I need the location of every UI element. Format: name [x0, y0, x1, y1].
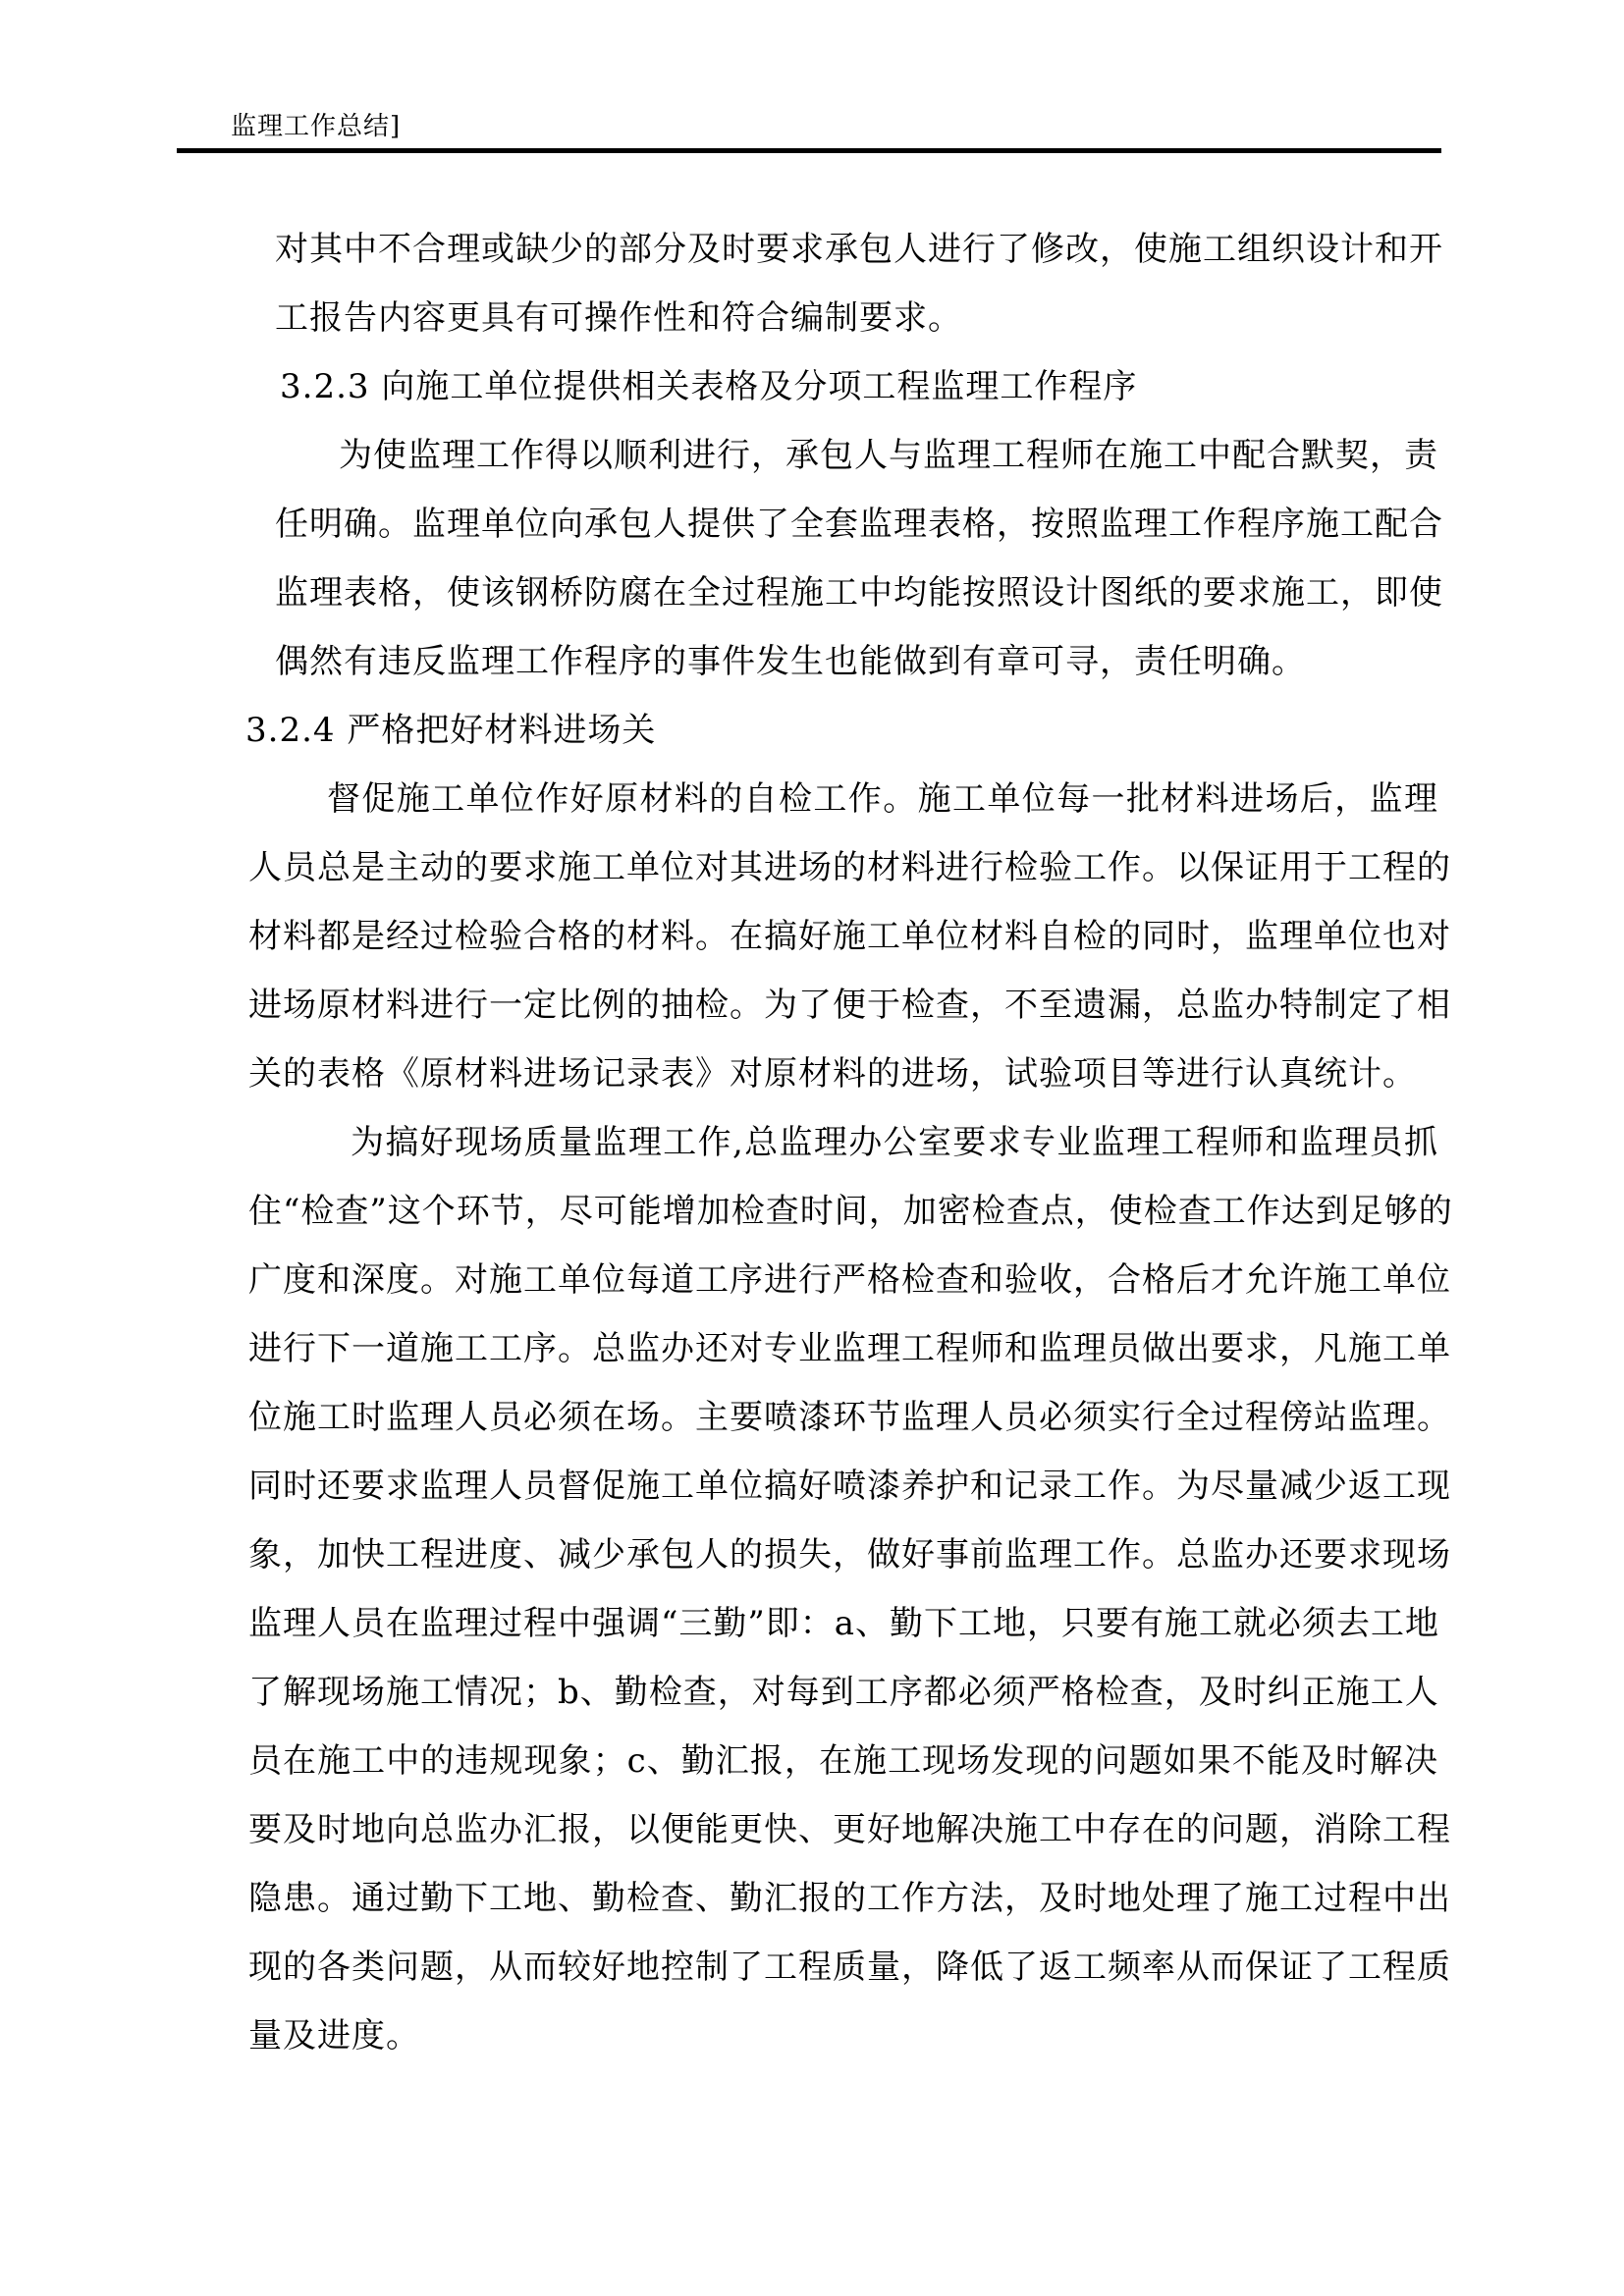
text-line: 进行下一道施工工序。总监办还对专业监理工程师和监理员做出要求，凡施工单: [248, 1329, 1451, 1368]
text-line: 监理表格，使该钢桥防腐在全过程施工中均能按照设计图纸的要求施工，即使: [275, 573, 1443, 613]
section-heading: 3.2.3 向施工单位提供相关表格及分项工程监理工作程序: [280, 367, 1138, 406]
text-line: 工报告内容更具有可操作性和符合编制要求。: [275, 298, 962, 338]
header-divider-rule: [177, 148, 1441, 153]
page-header-title: 监理工作总结]: [231, 112, 402, 141]
text-line: 广度和深度。对施工单位每道工序进行严格检查和验收，合格后才允许施工单位: [248, 1260, 1451, 1300]
text-line: 任明确。监理单位向承包人提供了全套监理表格，按照监理工作程序施工配合: [275, 505, 1443, 544]
section-heading: 3.2.4 严格把好材料进场关: [245, 711, 657, 750]
text-line: 隐患。通过勤下工地、勤检查、勤汇报的工作方法，及时地处理了施工过程中出: [248, 1879, 1451, 1918]
text-line: 监理人员在监理过程中强调“三勤”即：a、勤下工地，只要有施工就必须去工地: [248, 1604, 1440, 1643]
text-line: 象，加快工程进度、减少承包人的损失，做好事前监理工作。总监办还要求现场: [248, 1535, 1451, 1575]
text-line: 人员总是主动的要求施工单位对其进场的材料进行检验工作。以保证用于工程的: [248, 848, 1451, 887]
text-line: 要及时地向总监办汇报，以便能更快、更好地解决施工中存在的问题，消除工程: [248, 1810, 1451, 1849]
text-line: 量及进度。: [248, 2016, 420, 2056]
text-line: 现的各类问题，从而较好地控制了工程质量，降低了返工频率从而保证了工程质: [248, 1948, 1451, 1987]
text-line: 材料都是经过检验合格的材料。在搞好施工单位材料自检的同时，监理单位也对: [248, 917, 1451, 956]
text-line: 位施工时监理人员必须在场。主要喷漆环节监理人员必须实行全过程傍站监理。: [248, 1398, 1451, 1437]
document-body: [0, 215, 1624, 2070]
text-line: 同时还要求监理人员督促施工单位搞好喷漆养护和记录工作。为尽量减少返工现: [248, 1467, 1451, 1506]
text-line: 为使监理工作得以顺利进行，承包人与监理工程师在施工中配合默契，责: [339, 436, 1438, 475]
text-line: 住“检查”这个环节，尽可能增加检查时间，加密检查点，使检查工作达到足够的: [248, 1192, 1453, 1231]
text-line: 偶然有违反监理工作程序的事件发生也能做到有章可寻，责任明确。: [275, 642, 1306, 681]
text-line: 进场原材料进行一定比例的抽检。为了便于检查，不至遗漏，总监办特制定了相: [248, 986, 1451, 1025]
text-line: 关的表格《原材料进场记录表》对原材料的进场，试验项目等进行认真统计。: [248, 1054, 1417, 1094]
text-line: 员在施工中的违规现象；c、勤汇报，在施工现场发现的问题如果不能及时解决: [248, 1741, 1438, 1781]
text-line: 为搞好现场质量监理工作,总监理办公室要求专业监理工程师和监理员抓: [351, 1123, 1438, 1162]
text-line: 督促施工单位作好原材料的自检工作。施工单位每一批材料进场后，监理: [327, 779, 1438, 819]
text-line: 对其中不合理或缺少的部分及时要求承包人进行了修改，使施工组织设计和开: [275, 230, 1443, 269]
text-line: 了解现场施工情况；b、勤检查，对每到工序都必须严格检查，及时纠正施工人: [248, 1673, 1439, 1712]
